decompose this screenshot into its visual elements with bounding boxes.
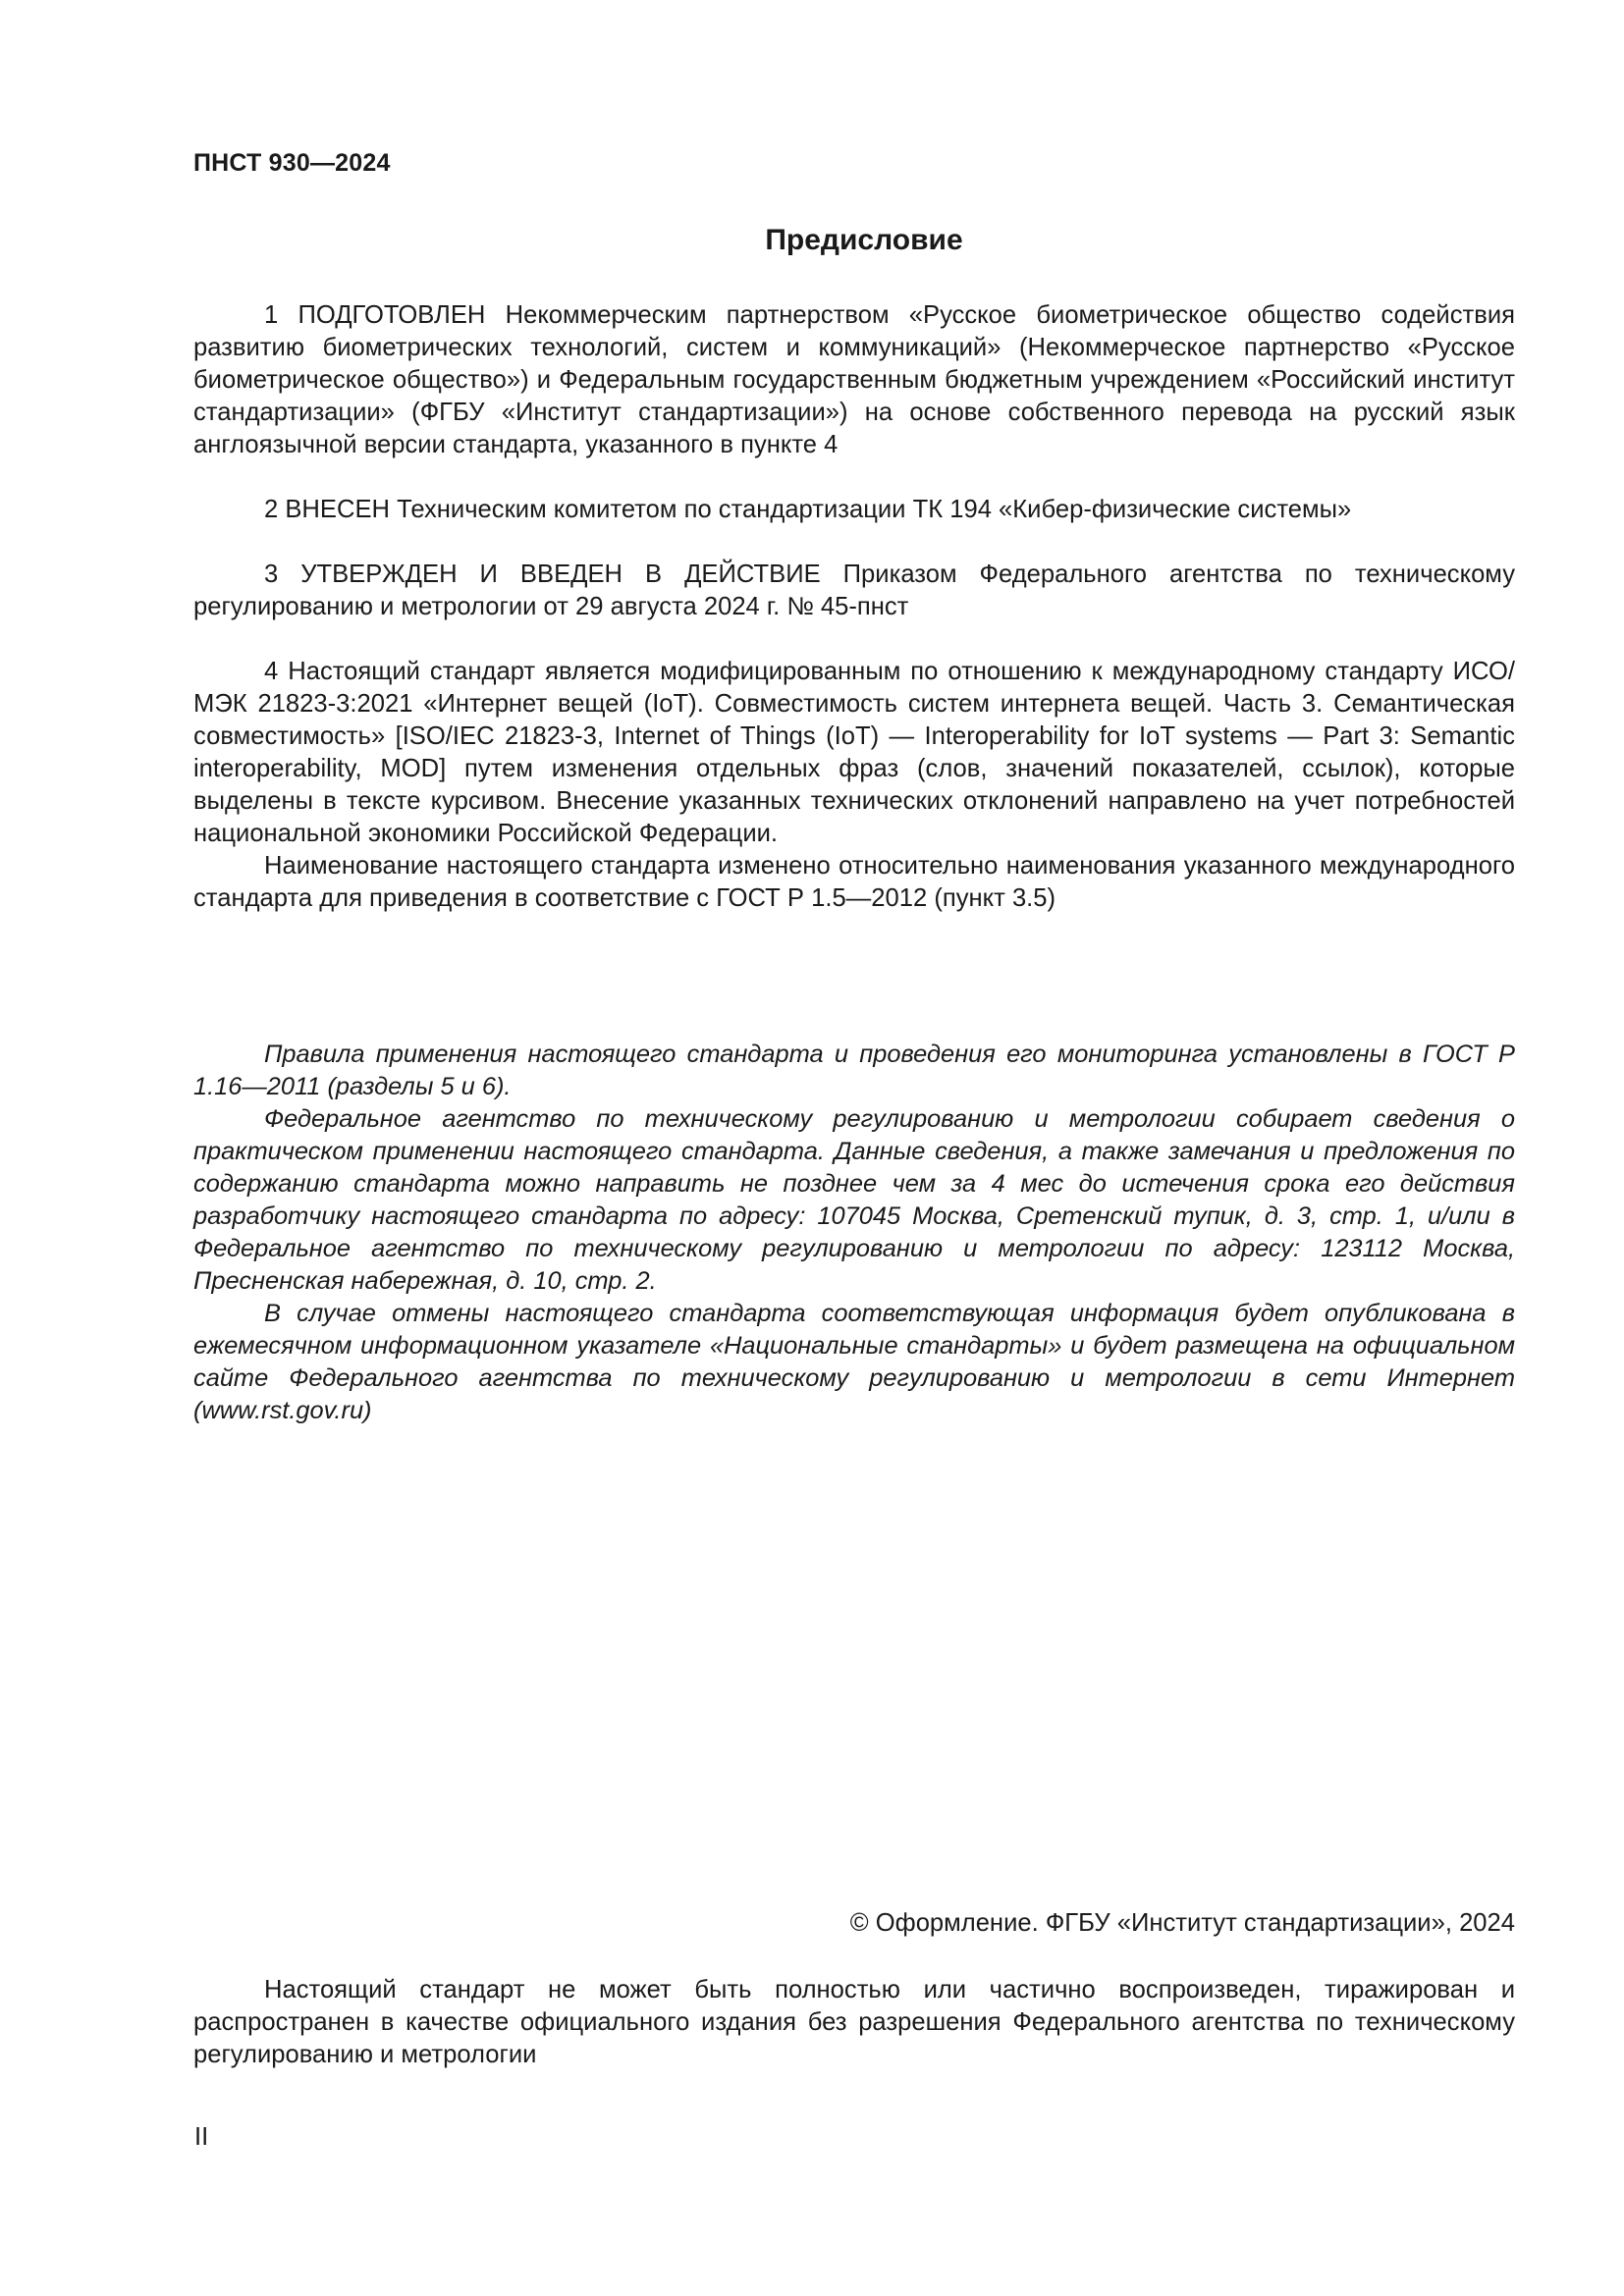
section-title: Предисловие: [765, 224, 963, 256]
page-number: II: [194, 2123, 209, 2151]
paragraph-name-changed: Наименование настоящего стандарта изменено относительно наименования указанного международного стандарта для приведения в соответствие с ГОСТ Р 1.5—2012 (пункт 3.5): [193, 852, 1515, 912]
paragraph-approved: 3 УТВЕРЖДЕН И ВВЕДЕН В ДЕЙСТВИЕ Приказом Федерального агентства по техническому регулированию и метрологии от 29 августа 2024 г. № 45-пнст: [193, 561, 1515, 620]
note-feedback: Федеральное агентство по техническому регулированию и метрологии собирает сведения о практическом применении настоящего стандарта. Данные сведения, а также замечания и предложения по содержанию стандарта можно направить не позднее чем за 4 мес до истечения срока его действия разработчику настоящего стандарта по адресу: 107045 Москва, Сретенский тупик, д. 3, стр. 1, и/или в Федеральное агентство по техническому регулированию и метрологии по адресу: 123112 Москва, Пресненская набережная, д. 10, стр. 2.: [193, 1105, 1515, 1295]
copyright-notice: © Оформление. ФГБУ «Институт стандартизации», 2024: [849, 1909, 1515, 1937]
reproduction-restriction: Настоящий стандарт не может быть полностью или частично воспроизведен, тиражирован и распространен в качестве официального издания без разрешения Федерального агентства по техническому регулированию и метрологии: [193, 1976, 1515, 2068]
paragraph-introduced: 2 ВНЕСЕН Техническим комитетом по стандартизации ТК 194 «Кибер-физические системы»: [264, 496, 1352, 523]
note-rules: Правила применения настоящего стандарта и проведения его мониторинга установлены в ГОСТ Р 1.16—2011 (разделы 5 и 6).: [193, 1041, 1515, 1100]
document-code: ПНСТ 930—2024: [193, 149, 391, 177]
notes-block: [193, 1039, 1515, 1427]
paragraph-modified: 4 Настоящий стандарт является модифицированным по отношению к международному стандарту ИСО/МЭК 21823-3:2021 «Интернет вещей (IoT). Совместимость систем интернета вещей. Часть 3. Семантическая совместимость» [ISO/IEC 21823-3, Internet of Things (IoT) — Interoperability for IoT systems — Part 3: Semantic interoperability, MOD] путем изменения отдельных фраз (слов, значений показателей, ссылок), которые выделены в тексте курсивом. Внесение указанных технических отклонений направлено на учет потребностей национальной экономики Российской Федерации.: [193, 658, 1515, 847]
paragraph-prepared: 1 ПОДГОТОВЛЕН Некоммерческим партнерством «Русское биометрическое общество содействия развитию биометрических технологий, систем и коммуникаций» (Некоммерческое партнерство «Русское биометрическое общество») и Федеральным государственным бюджетным учреждением «Российский институт стандартизации» (ФГБУ «Институт стандартизации») на основе собственного перевода на русский язык англоязычной версии стандарта, указанного в пункте 4: [193, 301, 1515, 458]
foreword-section: [193, 224, 1515, 1427]
note-cancellation: В случае отмены настоящего стандарта соответствующая информация будет опубликована в ежемесячном информационном указателе «Национальные стандарты» и будет размещена на официальном сайте Федерального агентства по техническому регулированию и метрологии в сети Интернет (www.rst.gov.ru): [193, 1300, 1515, 1424]
